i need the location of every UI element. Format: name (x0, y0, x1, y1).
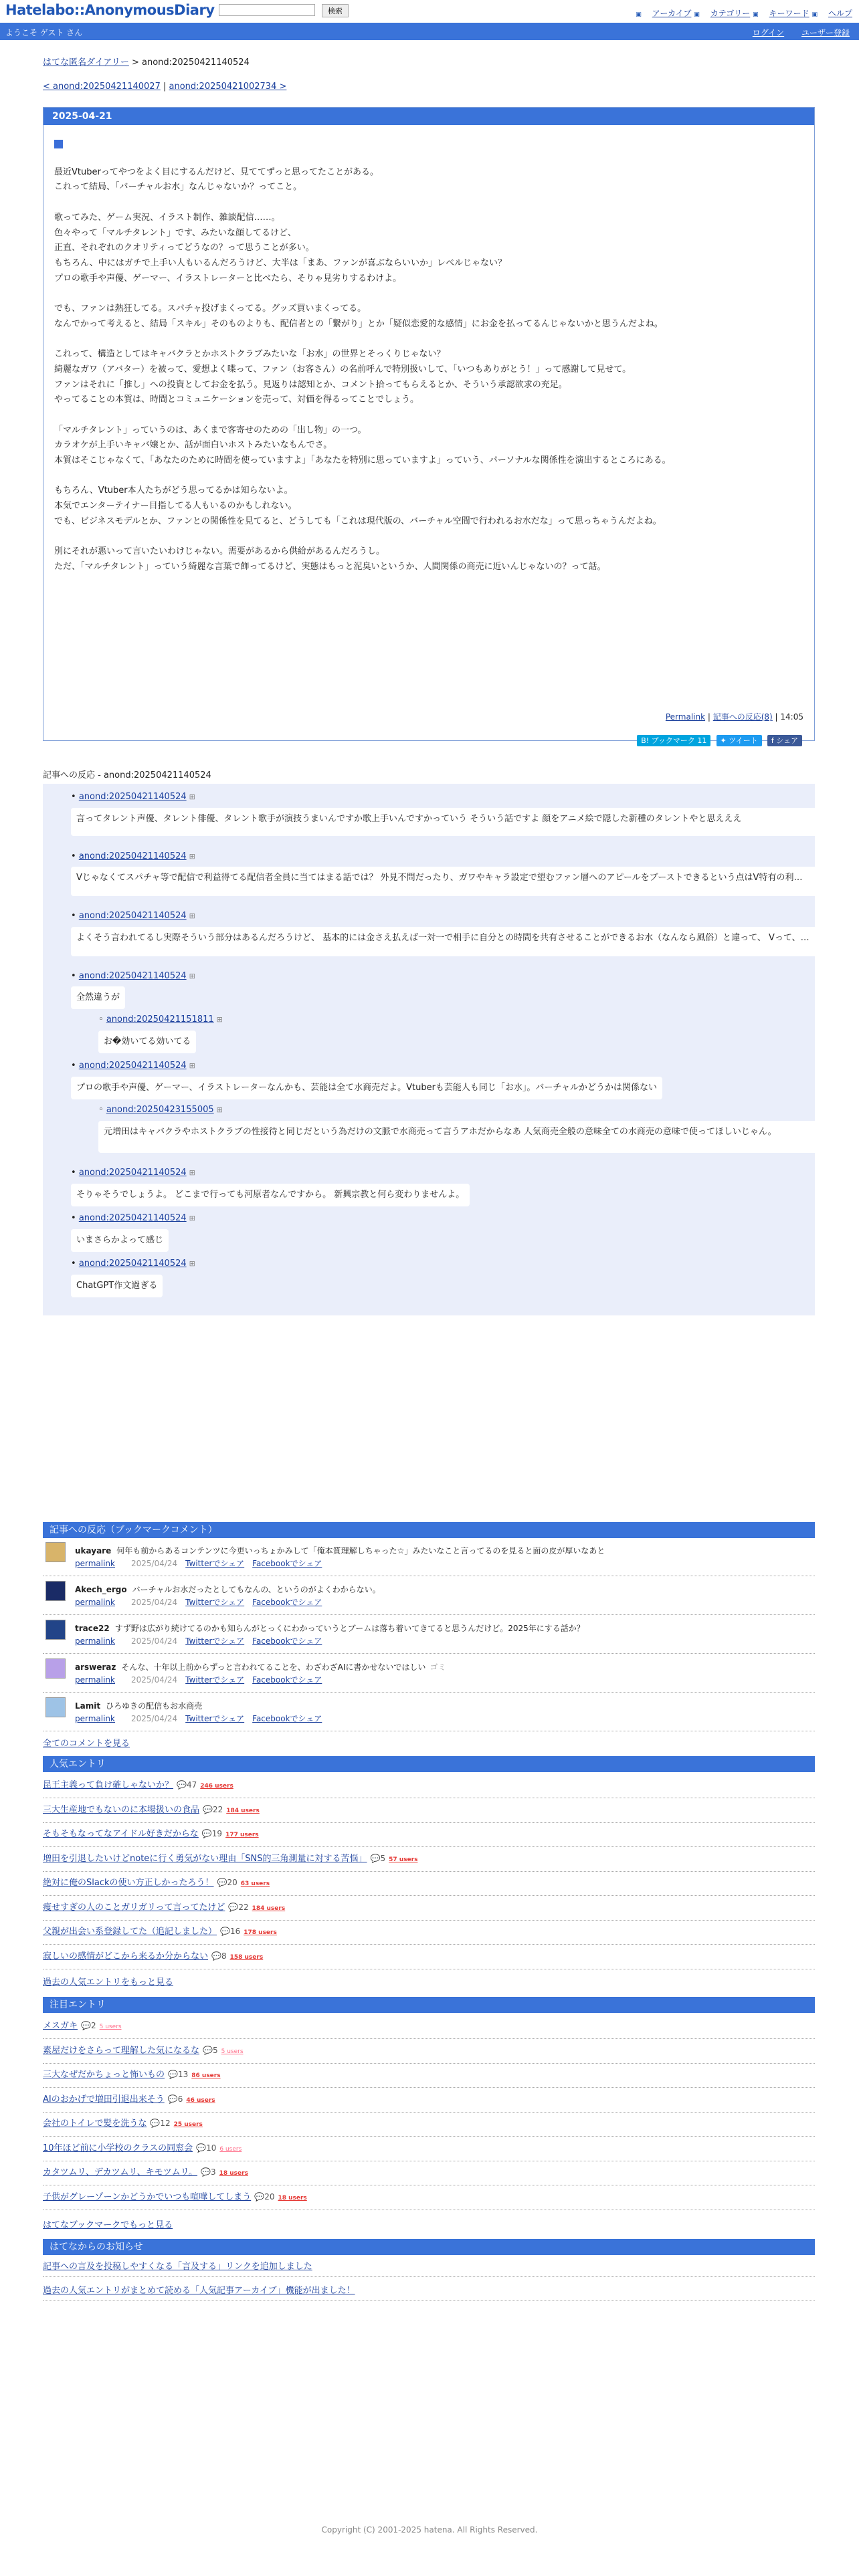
nav-archive[interactable]: アーカイブ (652, 9, 692, 18)
avatar[interactable] (45, 1658, 66, 1679)
entry-footer: Permalink | 記事への反応(8) | 14:05 (665, 712, 803, 722)
facebook-icon: f (771, 736, 777, 745)
bookmark-comment: ひろゆきの配信もお水商売 (106, 1701, 203, 1711)
comment-count[interactable] (168, 2095, 183, 2104)
bookmark-users-badge[interactable]: 5 users (221, 2048, 244, 2055)
bookmark-comment-line (75, 1584, 381, 1595)
bookmark-users-badge[interactable]: 57 users (389, 1856, 418, 1863)
entry-title-link[interactable]: カタツムリ、デカツムリ、キモツムリ。 (43, 2167, 198, 2177)
bookmark-meta (75, 1558, 330, 1569)
entry-title-link[interactable]: 増田を引退したいけどnoteに行く勇気がない理由「SNS的三角測量に対する苦悩」 (43, 1853, 367, 1864)
bookmark-comments-heading: 記事への反応（ブックマークコメント） (43, 1522, 815, 1538)
reaction-toggle-icon[interactable]: ⊞ (189, 911, 195, 920)
register-link[interactable]: ユーザー登録 (801, 28, 850, 37)
entry-title-link[interactable]: 痩せすぎの人のことガリガリって言ってたけど (43, 1902, 225, 1913)
entry-title-link[interactable]: 会社のトイレで髪を洗うな (43, 2119, 147, 2129)
comment-count-value: 20 (264, 2191, 275, 2202)
reaction-toggle-icon[interactable]: ⊞ (189, 852, 195, 861)
bookmark-permalink[interactable]: permalink (75, 1636, 115, 1646)
reaction-text: 言ってタレント声優、タレント俳優、タレント歌手が演技うまいんですか歌上手いんですかっていう そういう話ですよ 顔をアニメ絵で隠した新種のタレントやと思えええ (71, 808, 829, 836)
entry-list-item (43, 1847, 815, 1872)
entry-list-item (43, 2185, 815, 2210)
reaction-id: • anond:20250421140524 ⊞ (71, 1259, 195, 1269)
bookmark-users-badge[interactable]: 178 users (244, 1929, 277, 1936)
entry-paragraph: でも、ファンは熱狂してる。スパチャ投げまくってる。グッズ買いまくってる。 なんでかって考えると、結局「スキル」そのものよりも、配信者との「繋がり」とか「疑似恋愛的な感情」にお金を払ってるんじゃないかと思うんだよね。 (54, 304, 663, 329)
bookmark-comment-line (75, 1700, 202, 1711)
entry-title-link[interactable]: 昆王主義って負け確しゃないか？ (43, 1780, 174, 1790)
comment-count[interactable] (81, 2021, 96, 2030)
bookmark-users-badge[interactable]: 184 users (252, 1905, 286, 1912)
comment-count[interactable] (203, 2046, 218, 2055)
bookmark-facebook-share[interactable]: Facebookでシェア (252, 1636, 322, 1646)
comment-count-value: 2 (90, 2021, 96, 2030)
bookmark-users-badge[interactable]: 18 users (219, 2170, 248, 2177)
bookmark-facebook-share[interactable]: Facebookでシェア (252, 1559, 322, 1568)
entry-list-item (43, 2137, 815, 2161)
entry-paragraph: 別にそれが悪いって言いたいわけじゃない。需要があるから供給があるんだろうし。 ただ、「マルチタレント」っていう綺麗な言葉で飾ってるけど、実態はもっと泥臭いというか、人間関係の商売に近いんじゃないの？って話。 (54, 546, 606, 572)
prev-next-nav (43, 82, 286, 92)
bookmark-comment-row (43, 1577, 815, 1615)
reaction-link[interactable]: anond:20250421140524 (78, 1213, 187, 1223)
share-bar (634, 735, 802, 746)
bookmark-meta (75, 1635, 330, 1646)
comment-count[interactable] (220, 1927, 240, 1936)
comment-count-value: 6 (177, 2094, 183, 2104)
nav-category[interactable]: カテゴリー (710, 9, 751, 18)
reaction-toggle-icon[interactable]: ⊞ (189, 1259, 195, 1268)
breadcrumb (43, 55, 250, 68)
entry-list-item (43, 1871, 815, 1896)
entry-title-link[interactable]: AIのおかげで増田引退出来そう (43, 2094, 165, 2105)
comment-count-value: 12 (160, 2119, 171, 2128)
comment-count-value: 10 (206, 2143, 217, 2153)
bookmark-users-badge[interactable]: 86 users (191, 2072, 221, 2079)
reaction-link[interactable]: anond:20250421140524 (78, 911, 187, 921)
facebook-share-button[interactable] (767, 735, 802, 746)
entry-list-item (43, 1945, 815, 1969)
bookmark-user[interactable]: Akech_ergo (75, 1585, 127, 1594)
comment-count-value: 22 (212, 1804, 223, 1814)
reaction-id: • anond:20250421140524 ⊞ (71, 1061, 195, 1071)
bookmark-twitter-share[interactable]: Twitterでシェア (185, 1598, 245, 1607)
comment-icon: 💬 (201, 2167, 211, 2177)
bookmark-comment-row (43, 1538, 815, 1576)
popular-entries-heading: 人気エントリ (43, 1756, 815, 1772)
comment-count-value: 20 (227, 1878, 237, 1887)
bookmark-comment-line (75, 1545, 605, 1556)
breadcrumb-current: anond:20250421140524 (142, 58, 250, 68)
bookmark-users-badge[interactable]: 46 users (186, 2097, 215, 2104)
bookmark-comment-row (43, 1693, 815, 1731)
comment-icon: 💬 (228, 1902, 239, 1912)
reaction-text: 元増田はキャバクラやホストクラブの性接待と同じだという為だけの文脈で水商売って言うアホだからなあ 人気商売全般の意味全ての水商売の意味で使ってほしいじゃん。 (98, 1121, 829, 1153)
reaction-id: ◦ anond:20250421151811 ⊞ (98, 1014, 223, 1025)
user-bar (0, 23, 859, 40)
bookmark-meta (75, 1674, 330, 1685)
entry-paragraph: これって、構造としてはキャバクラとかホストクラブみたいな「お水」の世界とそっくりじゃない？ 綺麗なガワ（アバター）を被って、愛想よく喋って、ファン（お客さん）の名前呼んで特別扱いして、「いつもありがとう！」って感謝して見せて。 ファンはそれに「推し」への投資としてお金を払う。見返りは認知とか、コメント拾ってもらえるとか、そういう承認欲求の充足。 やってることの本質は、時間とコミュニケーションを売って、対価を得るってことでしょう。 (54, 349, 632, 405)
entry-paragraph: 「マルチタレント」っていうのは、あくまで客寄せのための「出し物」の一つ。 カラオケが上手いキャバ嬢とか、話が面白いホストみたいなもんでさ。 本質はそこじゃなくて、「あなたのために時間を使っていますよ」「あなたを特別に思っていますよ」っていう、パーソナルな関係性を演出するところにある。 (54, 425, 671, 465)
bookmark-tag[interactable]: ゴミ (430, 1662, 446, 1672)
bookmark-twitter-share[interactable]: Twitterでシェア (185, 1675, 245, 1685)
entry-paragraph: 最近Vtuberってやつをよく目にするんだけど、見ててずっと思ってたことがある。 これって結局、「バーチャルお水」なんじゃないか？ってこと。 (54, 167, 379, 193)
reactions-heading: 記事への反応 - anond:20250421140524 (43, 770, 211, 780)
reaction-toggle-icon[interactable]: ⊞ (189, 1214, 195, 1222)
bookmark-users-badge[interactable]: 18 users (278, 2194, 307, 2202)
notable-entries-heading: 注目エントリ (43, 1997, 815, 2013)
reaction-link[interactable]: anond:20250421140524 (78, 851, 187, 861)
bookmark-comment: 何年も前からあるコンテンツに今更いっちょかみして「俺本質理解しちゃった☆」みたいなこと言ってるのを見ると面の皮が厚いなあと (116, 1546, 605, 1555)
help-icon: ▣ (812, 11, 818, 18)
reaction-link[interactable]: anond:20250421140524 (78, 971, 187, 981)
comment-count-value: 22 (238, 1902, 249, 1912)
entry-title-link[interactable]: そもそもなってなアイドル好きだからな (43, 1829, 199, 1839)
entry-title-link[interactable]: 父親が出会い系登録してた（追記しました） (43, 1927, 217, 1937)
entry-list-item (43, 2014, 815, 2039)
news-item (43, 2279, 815, 2301)
bookmark-twitter-share[interactable]: Twitterでシェア (185, 1559, 245, 1568)
reaction-link[interactable]: anond:20250421140524 (78, 792, 187, 802)
entry-title-link[interactable]: メスガキ (43, 2021, 78, 2031)
entry-list-item (43, 2088, 815, 2113)
avatar[interactable] (45, 1542, 66, 1562)
popular-more-link[interactable]: 過去の人気エントリをもっと見る (43, 1977, 174, 1988)
avatar[interactable] (45, 1620, 66, 1640)
bookmark-users-badge[interactable]: 158 users (229, 1953, 264, 1961)
bookmark-permalink[interactable]: permalink (75, 1559, 115, 1568)
comment-count-value: 47 (186, 1780, 197, 1790)
reaction-id: • anond:20250421140524 ⊞ (71, 971, 195, 981)
prev-next-sep: | (160, 82, 169, 92)
bookmark-twitter-share[interactable]: Twitterでシェア (185, 1636, 245, 1646)
bookmark-comment: すず野は広がり続けてるのかも知らんがとっくにわかっていうとブームは落ち着いてきてると思うんだけど。2025年にする話か？ (114, 1624, 585, 1633)
login-link[interactable]: ログイン (752, 28, 785, 37)
entry-list-item (43, 2112, 815, 2137)
comment-count-value: 5 (380, 1853, 386, 1863)
bookmark-users-badge[interactable]: 63 users (240, 1881, 270, 1887)
entry-body (43, 125, 814, 605)
welcome-text: ようこそ ゲスト さん (5, 28, 83, 37)
bookmark-comment-row (43, 1616, 815, 1654)
facebook-share-label: シェア (776, 736, 798, 745)
entry-list-item (43, 1774, 815, 1798)
reaction-link[interactable]: anond:20250421140524 (78, 1061, 187, 1071)
reaction-toggle-icon[interactable]: ⊞ (216, 1015, 223, 1024)
comment-icon: 💬 (168, 2070, 178, 2079)
comment-count-value: 5 (212, 2045, 218, 2055)
comment-count[interactable] (177, 1780, 197, 1790)
entry-title-link[interactable]: 10年ほど前に小学校のクラスの同窓会 (43, 2143, 193, 2153)
reaction-toggle-icon[interactable]: ⊞ (216, 1105, 223, 1114)
reaction-text: お�効いてる効いてる (98, 1031, 196, 1053)
bookmark-comment: そんな、十年以上前からずっと言われてることを、わざわざAIに書かせないではしい (121, 1662, 426, 1672)
breadcrumb-home[interactable]: はてな匿名ダイアリー (43, 58, 129, 68)
reaction-id: • anond:20250421140524 ⊞ (71, 851, 195, 861)
bookmark-users-badge[interactable]: 246 users (200, 1783, 233, 1790)
comment-icon: 💬 (167, 2094, 178, 2104)
bookmark-meta (75, 1596, 330, 1608)
comment-icon: 💬 (203, 1804, 213, 1814)
bookmark-users-badge[interactable]: 184 users (226, 1807, 260, 1814)
bookmark-date: 2025/04/24 (131, 1675, 178, 1685)
tweet-button-label: ツイート (729, 736, 758, 745)
bookmark-comment: バーチャルお水だったとしてもなんの、というのがよくわからない。 (132, 1585, 381, 1594)
reaction-id: • anond:20250421140524 ⊞ (71, 1168, 195, 1178)
bookmark-comment-row (43, 1654, 815, 1693)
comment-count-value: 3 (210, 2167, 216, 2177)
bookmark-users-badge[interactable]: 177 users (225, 1832, 259, 1838)
all-comments-link[interactable]: 全てのコメントを見る (43, 1739, 130, 1749)
bookmark-comment-line (75, 1661, 446, 1673)
entry-title-link[interactable]: 素屋だけをさらって理解した気になるな (43, 2045, 200, 2056)
comment-count[interactable] (168, 2070, 188, 2079)
avatar[interactable] (45, 1697, 66, 1717)
reaction-id: ◦ anond:20250423155005 ⊞ (98, 1105, 223, 1115)
reaction-text: Vじゃなくてスパチャ等で配信で利益得てる配信者全員に当てはまる話では？ 外見不問だったり、ガワやキャラ設定で望むファン層へのアピールをブーストできるという点はV特有の利… (71, 867, 829, 896)
comment-count[interactable] (150, 2119, 170, 2128)
bookmark-date: 2025/04/24 (131, 1636, 178, 1646)
reaction-toggle-icon[interactable]: ⊞ (189, 1061, 195, 1070)
bookmark-meta (75, 1713, 330, 1724)
comment-icon: 💬 (150, 2119, 161, 2128)
search-button[interactable]: 検索 (322, 4, 349, 17)
reaction-id: • anond:20250421140524 ⊞ (71, 911, 195, 921)
reaction-toggle-icon[interactable]: ⊞ (189, 1168, 195, 1177)
reactions-tree (43, 784, 815, 1315)
keyword-icon: ▣ (753, 11, 759, 18)
bookmark-date: 2025/04/24 (131, 1559, 178, 1568)
reaction-toggle-icon[interactable]: ⊞ (189, 792, 195, 801)
nav-help[interactable]: ヘルプ (828, 9, 852, 18)
comment-icon: 💬 (203, 2045, 213, 2055)
entry-title-link[interactable]: 三大生産地でもないのに本場扱いの食品 (43, 1804, 200, 1815)
bookmark-permalink[interactable]: permalink (75, 1675, 115, 1685)
comment-icon: 💬 (211, 1951, 221, 1961)
reaction-text: そりゃそうでしょうよ。 どこまで行っても河原者なんですから。 新興宗教と何ら変わりませんよ。 (71, 1184, 470, 1206)
entry-title-link[interactable]: 子供がグレーゾーンかどうかでいつも喧嘩してしまう (43, 2191, 252, 2202)
top-nav (636, 7, 852, 19)
breadcrumb-sep: > (128, 58, 142, 68)
comment-count[interactable] (228, 1903, 248, 1912)
comment-icon: 💬 (217, 1878, 227, 1887)
comment-icon: 💬 (370, 1853, 381, 1863)
comment-count[interactable] (211, 1951, 227, 1961)
bookmark-user[interactable]: trace22 (75, 1624, 110, 1633)
comment-icon: 💬 (254, 2191, 265, 2202)
category-icon: ▣ (694, 11, 700, 18)
tweet-button[interactable] (717, 735, 762, 746)
comment-icon: 💬 (201, 1829, 212, 1838)
entry-list-item (43, 2039, 815, 2064)
entry-list-item (43, 1822, 815, 1847)
bookmark-user[interactable]: Lamit (75, 1701, 101, 1711)
entry-list-item (43, 2063, 815, 2088)
reaction-text: いまさらかよって感じ (71, 1229, 169, 1252)
comment-count[interactable] (203, 1805, 223, 1814)
reaction-id: • anond:20250421140524 ⊞ (71, 792, 195, 802)
reaction-link[interactable]: anond:20250421140524 (78, 1259, 187, 1269)
twitter-icon: ✦ (720, 736, 729, 745)
bookmark-facebook-share[interactable]: Facebookでシェア (252, 1714, 322, 1723)
comment-count[interactable] (217, 1878, 237, 1887)
reaction-toggle-icon[interactable]: ⊞ (189, 972, 195, 980)
entry-marker-icon (54, 140, 63, 148)
comment-icon: 💬 (196, 2143, 207, 2153)
entry-date: 2025-04-21 (43, 108, 814, 125)
comment-count-value: 13 (177, 2070, 189, 2079)
comment-icon: 💬 (81, 2021, 91, 2030)
bookmark-twitter-share[interactable]: Twitterでシェア (185, 1714, 245, 1723)
comment-count-value: 16 (229, 1927, 241, 1936)
avatar[interactable] (45, 1581, 66, 1601)
bookmark-facebook-share[interactable]: Facebookでシェア (252, 1675, 322, 1685)
reaction-link[interactable]: anond:20250423155005 (106, 1105, 214, 1115)
entry-title-link[interactable]: 絶対に俺のSlackの使い方正しかったろう！ (43, 1878, 214, 1888)
reaction-link[interactable]: anond:20250421140524 (78, 1168, 187, 1178)
bookmark-users-badge[interactable]: 5 users (99, 2024, 122, 2030)
comment-count-value: 8 (221, 1951, 227, 1961)
reactions-link[interactable]: 記事への反応(8) (712, 712, 773, 722)
bookmark-permalink[interactable]: permalink (75, 1714, 115, 1723)
news-heading: はてなからのお知らせ (43, 2239, 815, 2255)
prev-entry-link[interactable]: < anond:20250421140027 (43, 82, 161, 92)
permalink-link[interactable]: Permalink (665, 712, 706, 722)
comment-count[interactable] (254, 2192, 274, 2202)
reaction-text: 全然違うが (71, 986, 125, 1009)
archive-icon: ▣ (636, 11, 642, 18)
bookmark-users-badge[interactable]: 25 users (173, 2121, 203, 2128)
bookmark-date: 2025/04/24 (131, 1598, 178, 1607)
reaction-text: よくそう言われてるし実際そういう部分はあるんだろうけど、 基本的には金さえ払えば一対一で相手に自分との時間を共有させることができるお水（なんなら風俗）と違って、 Vって、… (71, 927, 829, 956)
comment-count[interactable] (371, 1854, 386, 1863)
reaction-text: ChatGPT作文過ぎる (71, 1275, 163, 1297)
news-item (43, 2255, 815, 2277)
entry-paragraph: もちろん、Vtuber本人たちがどう思ってるかは知らないよ。 本気でエンターテイナー目指してる人もいるのかもしれない。 でも、ビジネスモデルとか、ファンとの関係性を見てると、どうしても「これは現代版の、バーチャル空間で行われるお水だな」って思っちゃうんだよね。 (54, 486, 662, 526)
bookmark-facebook-share[interactable]: Facebookでシェア (252, 1598, 322, 1607)
bookmark-date: 2025/04/24 (131, 1714, 178, 1723)
entry-list-item (43, 1798, 815, 1823)
comment-count-value: 19 (211, 1829, 223, 1838)
bookmark-user[interactable]: ukayare (75, 1546, 112, 1555)
comment-count[interactable] (201, 2167, 216, 2177)
reaction-text: プロの歌手や声優、ゲーマー、イラストレーターなんかも、芸能は全て水商売だよ。Vtuberも芸能人も同じ「お水」。バーチャルかどうかは関係ない (71, 1077, 662, 1099)
copyright: Copyright (C) 2001-2025 hatena. All Rights Reserved. (321, 2525, 538, 2535)
entry-title-link[interactable]: 寂しいの感情がどこから来るか分からない (43, 1951, 209, 1961)
reaction-link[interactable]: anond:20250421151811 (106, 1014, 214, 1025)
bookmark-user[interactable]: arsweraz (75, 1662, 116, 1672)
diary-entry (43, 107, 815, 745)
entry-paragraph: 歌ってみた、ゲーム実況、イラスト制作、雑談配信……。 色々やって「マルチタレント」です、みたいな顔してるけど、 正直、それぞれのクオリティってどうなの？って思うことが多い。 もちろん、中にはガチで上手い人もいるんだろうけど、大半は「まあ、ファンが喜ぶならいいか」レベルじゃない？ プロの歌手や声優、ゲーマー、イラストレーターと比べたら、そりゃ見劣りするわけよ。 (54, 212, 507, 284)
bookmark-permalink[interactable]: permalink (75, 1598, 115, 1607)
next-entry-link[interactable]: anond:20250421002734 > (169, 82, 287, 92)
entry-time: 14:05 (780, 712, 803, 722)
comment-count[interactable] (196, 2143, 216, 2153)
entry-list-item (43, 2161, 815, 2185)
news-link[interactable]: 過去の人気エントリがまとめて読める「人気記事アーカイブ」機能が出ました！ (43, 2286, 355, 2296)
site-logo[interactable]: Hatelabo::AnonymousDiary (5, 2, 215, 18)
entry-list-item (43, 1896, 815, 1921)
comment-icon: 💬 (177, 1780, 187, 1790)
bookmark-comment-line (75, 1622, 585, 1634)
news-link[interactable]: 記事への言及を投稿しやすくなる「言及する」リンクを追加しました (43, 2262, 312, 2272)
comment-count[interactable] (202, 1829, 222, 1838)
reaction-id: • anond:20250421140524 ⊞ (71, 1213, 195, 1223)
entry-list-item (43, 1920, 815, 1945)
site-header (0, 0, 859, 23)
comment-icon: 💬 (220, 1927, 230, 1936)
bookmark-users-badge[interactable]: 6 users (219, 2145, 242, 2153)
nav-keyword[interactable]: キーワード (769, 9, 809, 18)
entry-title-link[interactable]: 三大なぜだかちょっと怖いもの (43, 2070, 165, 2080)
notable-more-link[interactable]: はてなブックマークでもっと見る (43, 2220, 173, 2230)
hatena-bookmark-button[interactable]: B! ブックマーク 11 (637, 735, 710, 746)
search-input[interactable] (219, 4, 315, 16)
